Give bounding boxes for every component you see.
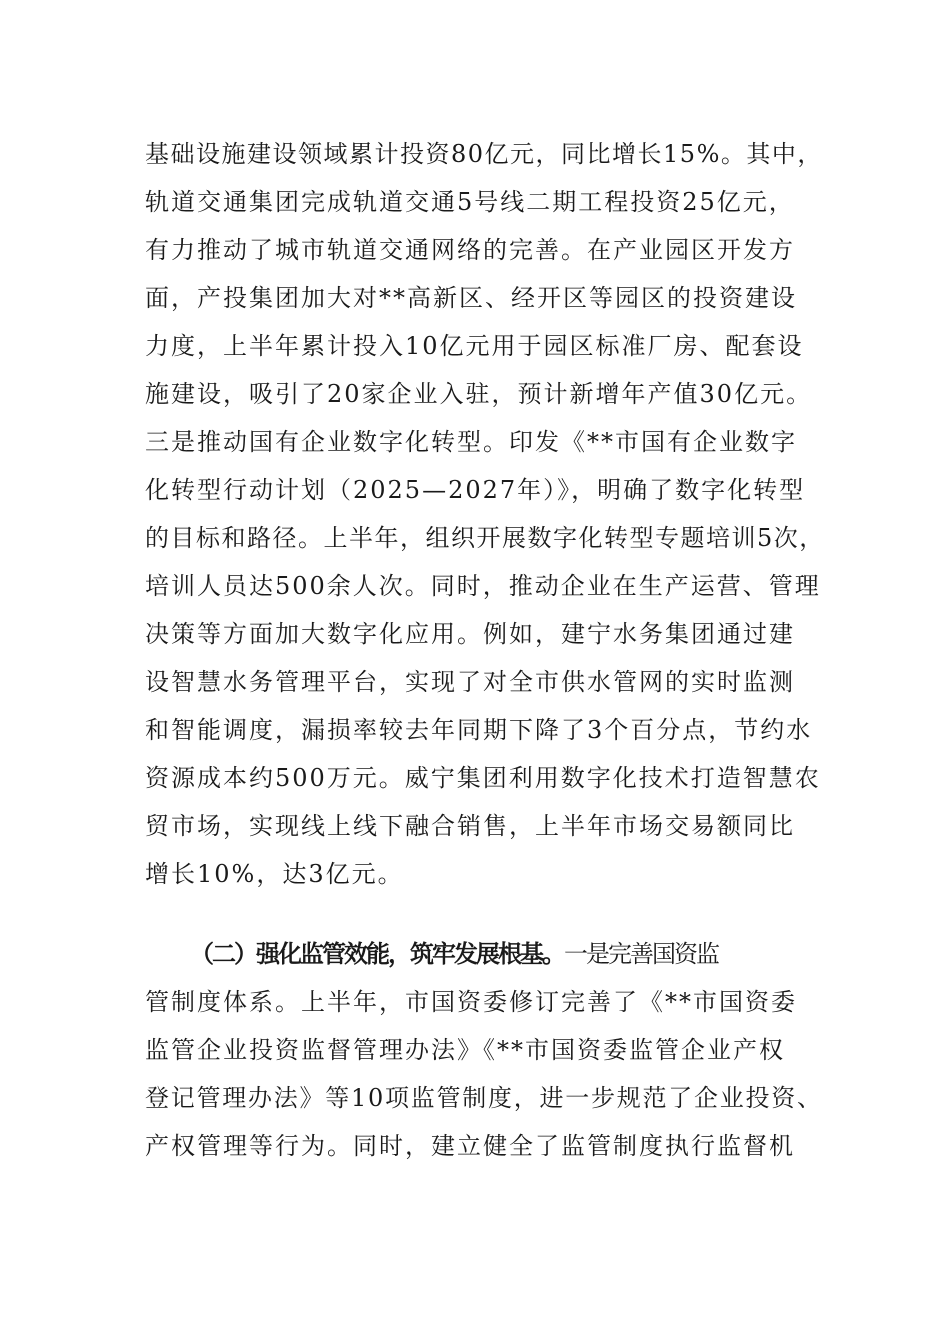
paragraph-line-13: 和智能调度，漏损率较去年同期下降了3个百分点，节约水 <box>145 716 813 744</box>
paragraph-line-9: 的目标和路径。上半年，组织开展数字化转型专题培训5次， <box>145 524 825 552</box>
section-2-first-line <box>190 939 870 969</box>
section-2-line-5: 产权管理等行为。同时，建立健全了监管制度执行监督机 <box>145 1132 795 1160</box>
paragraph-line-7: 三是推动国有企业数字化转型。印发《**市国有企业数字 <box>145 428 797 456</box>
paragraph-line-5: 力度，上半年累计投入10亿元用于园区标准厂房、配套设 <box>145 332 804 360</box>
section-2-line-4: 登记管理办法》等10项监管制度，进一步规范了企业投资、 <box>145 1084 823 1112</box>
paragraph-line-12: 设智慧水务管理平台，实现了对全市供水管网的实时监测 <box>145 668 795 696</box>
section-2-line-2: 管制度体系。上半年，市国资委修订完善了《**市国资委 <box>145 988 797 1016</box>
paragraph-line-15: 贸市场，实现线上线下融合销售，上半年市场交易额同比 <box>145 812 795 840</box>
paragraph-line-2: 轨道交通集团完成轨道交通5号线二期工程投资25亿元， <box>145 188 795 216</box>
section-2-line-3: 监管企业投资监督管理办法》《**市国资委监管企业产权 <box>145 1036 785 1064</box>
paragraph-line-4: 面，产投集团加大对**高新区、经开区等园区的投资建设 <box>145 284 797 312</box>
paragraph-line-11: 决策等方面加大数字化应用。例如，建宁水务集团通过建 <box>145 620 795 648</box>
paragraph-line-1: 基础设施建设领域累计投资80亿元，同比增长15%。其中， <box>145 140 823 168</box>
paragraph-line-10: 培训人员达500余人次。同时，推动企业在生产运营、管理 <box>145 572 821 600</box>
section-2-heading: （二）强化监管效能，筑牢发展根基。 <box>190 939 564 968</box>
paragraph-line-8: 化转型行动计划（2025—2027年）》，明确了数字化转型 <box>145 476 806 504</box>
section-2-line-1: 一是完善国资监 <box>564 940 718 968</box>
paragraph-line-16: 增长10%，达3亿元。 <box>145 860 404 888</box>
paragraph-line-3: 有力推动了城市轨道交通网络的完善。在产业园区开发方 <box>145 236 795 264</box>
paragraph-line-14: 资源成本约500万元。威宁集团利用数字化技术打造智慧农 <box>145 764 821 792</box>
paragraph-line-6: 施建设，吸引了20家企业入驻，预计新增年产值30亿元。 <box>145 380 813 408</box>
